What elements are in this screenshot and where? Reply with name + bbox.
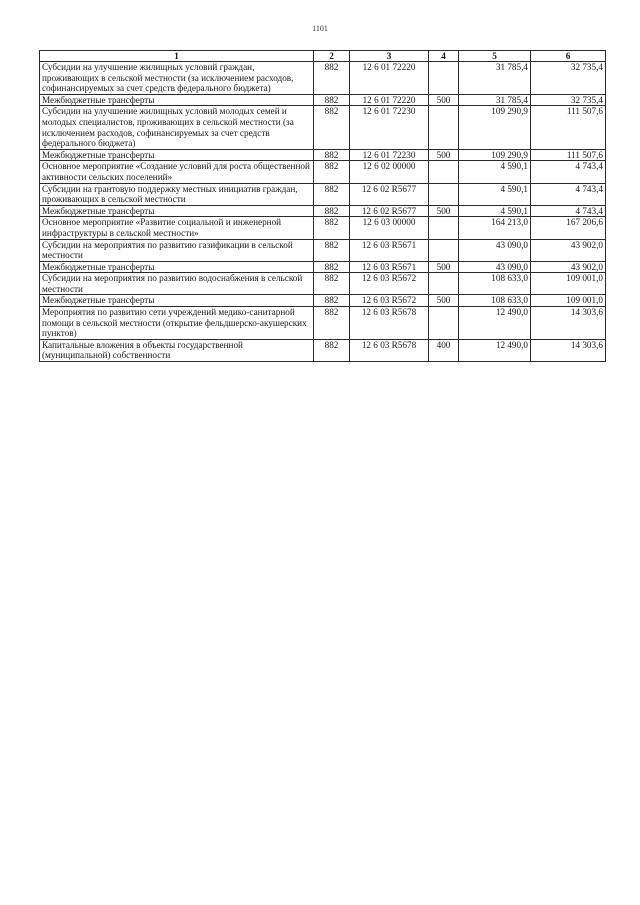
cell-ministry-code: 882 [314, 106, 350, 149]
cell-amount-year-2: 111 507,6 [531, 106, 606, 149]
cell-amount-year-1: 31 785,4 [459, 62, 531, 95]
cell-amount-year-1: 4 590,1 [459, 161, 531, 183]
cell-ministry-code: 882 [314, 295, 350, 307]
cell-expense-type: 500 [429, 94, 459, 106]
table-body [40, 62, 606, 362]
cell-expense-type: 500 [429, 205, 459, 217]
column-header-1: 1 [40, 51, 314, 62]
column-header-6: 6 [531, 51, 606, 62]
cell-amount-year-2: 167 206,6 [531, 217, 606, 239]
cell-description: Межбюджетные трансферты [40, 295, 314, 307]
cell-expense-type [429, 106, 459, 149]
cell-description: Межбюджетные трансферты [40, 94, 314, 106]
cell-expense-type: 400 [429, 339, 459, 361]
cell-description: Субсидии на мероприятия по развитию водоснабжения в сельской местности [40, 273, 314, 295]
cell-expense-type: 500 [429, 149, 459, 161]
column-header-3: 3 [350, 51, 429, 62]
cell-ministry-code: 882 [314, 62, 350, 95]
cell-target-article: 12 6 03 R5678 [350, 339, 429, 361]
table-row [40, 62, 606, 95]
cell-target-article: 12 6 01 72220 [350, 62, 429, 95]
cell-ministry-code: 882 [314, 273, 350, 295]
cell-description: Субсидии на улучшение жилищных условий граждан, проживающих в сельской местности (за исключением расходов, софинансируемых за счет средств федерального бюджета) [40, 62, 314, 95]
cell-target-article: 12 6 03 R5672 [350, 273, 429, 295]
cell-amount-year-2: 32 735,4 [531, 94, 606, 106]
cell-amount-year-2: 4 743,4 [531, 183, 606, 205]
cell-ministry-code: 882 [314, 183, 350, 205]
cell-amount-year-1: 109 290,9 [459, 106, 531, 149]
table-row [40, 261, 606, 273]
cell-amount-year-1: 109 290,9 [459, 149, 531, 161]
cell-amount-year-1: 43 090,0 [459, 239, 531, 261]
cell-amount-year-1: 12 490,0 [459, 339, 531, 361]
cell-description: Субсидии на мероприятия по развитию газификации в сельской местности [40, 239, 314, 261]
cell-amount-year-2: 111 507,6 [531, 149, 606, 161]
cell-description: Основное мероприятие «Создание условий для роста общественной активности сельских поселений» [40, 161, 314, 183]
cell-target-article: 12 6 01 72220 [350, 94, 429, 106]
header-row [40, 51, 606, 62]
cell-ministry-code: 882 [314, 261, 350, 273]
cell-amount-year-1: 108 633,0 [459, 295, 531, 307]
cell-target-article: 12 6 02 R5677 [350, 205, 429, 217]
cell-expense-type [429, 239, 459, 261]
budget-table [39, 50, 606, 362]
cell-description: Межбюджетные трансферты [40, 205, 314, 217]
table-row [40, 161, 606, 183]
table-row [40, 106, 606, 149]
cell-description: Субсидии на улучшение жилищных условий молодых семей и молодых специалистов, проживающих в сельской местности (за исключением расходов, софинансируемых за счет средств федерального бюджета) [40, 106, 314, 149]
cell-ministry-code: 882 [314, 205, 350, 217]
table-row [40, 217, 606, 239]
cell-expense-type [429, 307, 459, 340]
cell-ministry-code: 882 [314, 94, 350, 106]
cell-amount-year-2: 32 735,4 [531, 62, 606, 95]
cell-amount-year-2: 14 303,6 [531, 339, 606, 361]
table-row [40, 149, 606, 161]
cell-amount-year-1: 43 090,0 [459, 261, 531, 273]
table-row [40, 339, 606, 361]
table-row [40, 183, 606, 205]
cell-expense-type [429, 273, 459, 295]
cell-amount-year-2: 4 743,4 [531, 205, 606, 217]
cell-ministry-code: 882 [314, 161, 350, 183]
cell-ministry-code: 882 [314, 149, 350, 161]
cell-amount-year-1: 31 785,4 [459, 94, 531, 106]
cell-expense-type [429, 62, 459, 95]
cell-amount-year-1: 4 590,1 [459, 183, 531, 205]
cell-amount-year-1: 12 490,0 [459, 307, 531, 340]
cell-expense-type: 500 [429, 261, 459, 273]
cell-target-article: 12 6 03 00000 [350, 217, 429, 239]
cell-expense-type [429, 217, 459, 239]
table-header [40, 51, 606, 62]
column-header-4: 4 [429, 51, 459, 62]
cell-ministry-code: 882 [314, 339, 350, 361]
cell-target-article: 12 6 03 R5678 [350, 307, 429, 340]
cell-ministry-code: 882 [314, 239, 350, 261]
table-row [40, 273, 606, 295]
cell-amount-year-1: 164 213,0 [459, 217, 531, 239]
cell-description: Межбюджетные трансферты [40, 261, 314, 273]
table-row [40, 295, 606, 307]
cell-expense-type [429, 161, 459, 183]
page-number: 1101 [312, 24, 328, 33]
table-row [40, 94, 606, 106]
cell-amount-year-2: 14 303,6 [531, 307, 606, 340]
cell-expense-type: 500 [429, 295, 459, 307]
cell-description: Субсидии на грантовую поддержку местных инициатив граждан, проживающих в сельской местности [40, 183, 314, 205]
cell-amount-year-2: 109 001,0 [531, 295, 606, 307]
cell-description: Основное мероприятие «Развитие социальной и инженерной инфраструктуры в сельской местности» [40, 217, 314, 239]
table-row [40, 239, 606, 261]
cell-ministry-code: 882 [314, 217, 350, 239]
cell-amount-year-1: 4 590,1 [459, 205, 531, 217]
cell-description: Межбюджетные трансферты [40, 149, 314, 161]
cell-expense-type [429, 183, 459, 205]
column-header-5: 5 [459, 51, 531, 62]
cell-target-article: 12 6 02 R5677 [350, 183, 429, 205]
cell-amount-year-2: 109 001,0 [531, 273, 606, 295]
cell-target-article: 12 6 03 R5671 [350, 239, 429, 261]
cell-amount-year-2: 43 902,0 [531, 239, 606, 261]
cell-amount-year-2: 4 743,4 [531, 161, 606, 183]
cell-target-article: 12 6 03 R5672 [350, 295, 429, 307]
cell-ministry-code: 882 [314, 307, 350, 340]
column-header-2: 2 [314, 51, 350, 62]
cell-amount-year-2: 43 902,0 [531, 261, 606, 273]
cell-description: Капитальные вложения в объекты государственной (муниципальной) собственности [40, 339, 314, 361]
table-row [40, 307, 606, 340]
cell-target-article: 12 6 03 R5671 [350, 261, 429, 273]
cell-target-article: 12 6 02 00000 [350, 161, 429, 183]
cell-description: Мероприятия по развитию сети учреждений медико-санитарной помощи в сельской местности (открытие фельдшерско-акушерских пунктов) [40, 307, 314, 340]
cell-target-article: 12 6 01 72230 [350, 149, 429, 161]
cell-target-article: 12 6 01 72230 [350, 106, 429, 149]
table-row [40, 205, 606, 217]
cell-amount-year-1: 108 633,0 [459, 273, 531, 295]
